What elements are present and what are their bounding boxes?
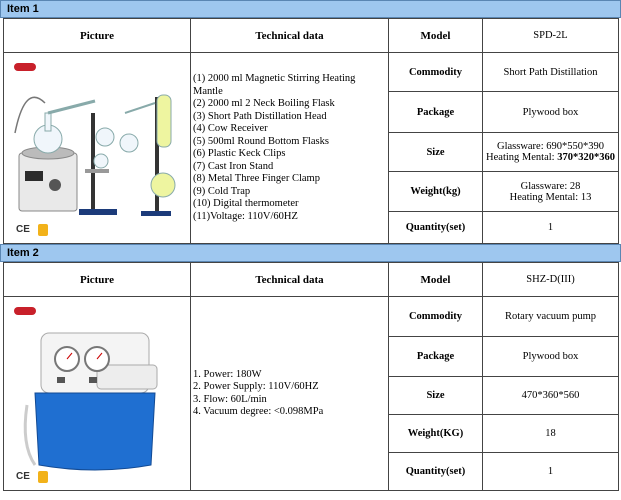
item-2-header-bar: Item 2 (0, 244, 621, 262)
tech-line: (6) Plastic Keck Clips (193, 148, 286, 159)
tech-line: 3. Flow: 60L/min (193, 393, 267, 405)
vacuum-pump-image (5, 315, 190, 485)
model-label: Model (389, 263, 483, 297)
picture-header: Picture (4, 19, 191, 53)
quantity-label: Quantity(set) (389, 453, 483, 491)
certificate-badge-icon (38, 224, 48, 236)
tech-line: (9) Cold Trap (193, 185, 251, 197)
tech-line: 1. Power: 180W (193, 368, 262, 380)
item-1-header-bar: Item 1 (0, 0, 621, 18)
item-1-table (3, 18, 619, 244)
tech-line: (5) 500ml Round Bottom Flasks (193, 135, 329, 147)
weight-glassware: Glassware: 28 (520, 180, 581, 192)
commodity-value: Short Path Distillation (483, 53, 619, 92)
product-picture-cell (4, 53, 191, 244)
package-value: Plywood box (483, 92, 619, 133)
size-label: Size (389, 133, 483, 172)
size-glassware: Glassware: 690*550*390 (496, 141, 605, 152)
weight-label: Weight(KG) (389, 415, 483, 453)
size-value: 470*360*560 (483, 377, 619, 415)
technical-data-list (191, 297, 389, 491)
tech-line: 4. Vacuum degree: <0.098MPa (193, 406, 324, 417)
technical-data-list (191, 53, 389, 244)
model-value: SPD-2L (483, 19, 619, 53)
model-label: Model (389, 19, 483, 53)
tech-line: (3) Short Path Distillation Head (193, 110, 327, 122)
weight-value (483, 172, 619, 212)
size-value (483, 133, 619, 172)
quantity-label: Quantity(set) (389, 212, 483, 244)
certificate-badge-icon (38, 471, 48, 483)
picture-header: Picture (4, 263, 191, 297)
weight-heating: Heating Mental: 13 (509, 191, 592, 203)
size-heating: Heating Mental: 370*320*360 (486, 152, 615, 163)
package-label: Package (389, 92, 483, 133)
size-label: Size (389, 377, 483, 415)
package-label: Package (389, 337, 483, 377)
quantity-value: 1 (483, 453, 619, 491)
package-value: Plywood box (483, 337, 619, 377)
tech-line: (7) Cast Iron Stand (193, 160, 274, 172)
commodity-label: Commodity (389, 53, 483, 92)
ce-mark-icon: CE (16, 224, 30, 235)
tech-line: (4) Cow Receiver (193, 123, 268, 134)
tech-line: (10) Digital thermometer (193, 198, 299, 209)
item-2-table (3, 262, 619, 491)
tech-line: 2. Power Supply: 110V/60HZ (193, 381, 319, 392)
tech-line: (2) 2000 ml 2 Neck Boiling Flask (193, 98, 335, 109)
distillation-kit-image (5, 73, 190, 233)
weight-label: Weight(kg) (389, 172, 483, 212)
tech-line: (1) 2000 ml Magnetic Stirring Heating Mantle (193, 73, 356, 97)
brand-logo-icon (14, 307, 36, 315)
brand-logo-icon (14, 63, 36, 71)
quantity-value: 1 (483, 212, 619, 244)
commodity-value: Rotary vacuum pump (483, 297, 619, 337)
model-value: SHZ-D(III) (483, 263, 619, 297)
ce-mark-icon: CE (16, 471, 30, 482)
commodity-label: Commodity (389, 297, 483, 337)
product-picture-cell (4, 297, 191, 491)
tech-line: (11)Voltage: 110V/60HZ (193, 210, 298, 222)
technical-data-header: Technical data (191, 19, 389, 53)
technical-data-header: Technical data (191, 263, 389, 297)
tech-line: (8) Metal Three Finger Clamp (193, 173, 320, 184)
weight-value: 18 (483, 415, 619, 453)
